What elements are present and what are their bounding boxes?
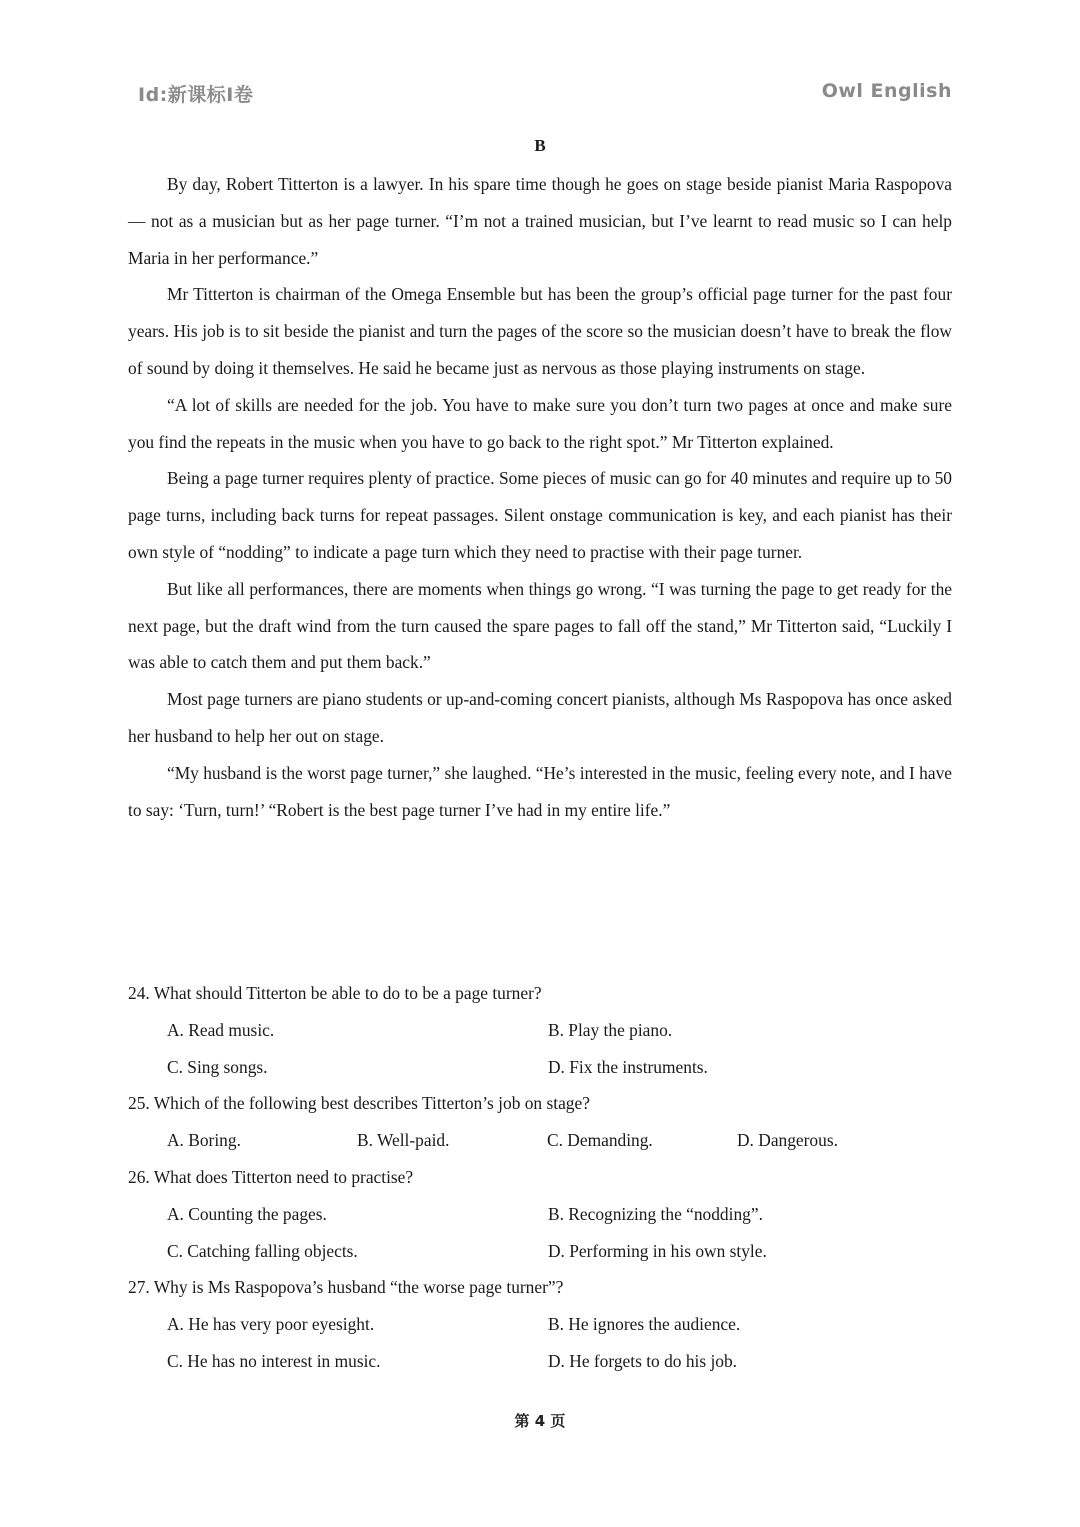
paragraph: By day, Robert Titterton is a lawyer. In his spare time though he goes on stage beside pianist Maria Raspopova — not as a musician but as her page turner. “I’m not a trained musician, but I’ve learnt to read music so I can help Maria in her performance.” bbox=[128, 174, 952, 268]
question-stem: 27. Why is Ms Raspopova’s husband “the worse page turner”? bbox=[128, 1277, 564, 1298]
question-list bbox=[128, 975, 952, 1380]
section-title: B bbox=[534, 136, 546, 155]
option-c: C. Catching falling objects. bbox=[167, 1240, 358, 1261]
paragraph: “A lot of skills are needed for the job. You have to make sure you don’t turn two pages at once and make sure you find the repeats in the music when you have to go back to the right spot.” Mr Titterton explained. bbox=[128, 394, 952, 452]
option-d: D. Dangerous. bbox=[737, 1130, 838, 1151]
option-b: B. Recognizing the “nodding”. bbox=[548, 1203, 763, 1224]
option-group bbox=[128, 1012, 952, 1086]
option-group bbox=[128, 1122, 952, 1159]
option-d: D. Fix the instruments. bbox=[548, 1056, 708, 1077]
option-b: B. He ignores the audience. bbox=[548, 1314, 741, 1335]
question-stem: 25. Which of the following best describes Titterton’s job on stage? bbox=[128, 1093, 590, 1114]
option-d: D. Performing in his own style. bbox=[548, 1240, 767, 1261]
option-a: A. Boring. bbox=[167, 1130, 241, 1151]
option-a: A. Read music. bbox=[167, 1019, 275, 1040]
paragraph: Mr Titterton is chairman of the Omega Ensemble but has been the group’s official page turner for the past four years. His job is to sit beside the pianist and turn the pages of the score so the musician doesn’t have to break the flow of sound by doing it themselves. He said he became just as nervous as those playing instruments on stage. bbox=[128, 284, 952, 378]
option-group bbox=[128, 1306, 952, 1380]
header-id-label: Id:新课标I卷 bbox=[138, 84, 254, 106]
question-stem: 24. What should Titterton be able to do to be a page turner? bbox=[128, 983, 542, 1003]
question-stem: 26. What does Titterton need to practise? bbox=[128, 1166, 414, 1187]
question-25 bbox=[128, 1085, 952, 1159]
option-a: A. Counting the pages. bbox=[167, 1203, 327, 1224]
option-a: A. He has very poor eyesight. bbox=[167, 1314, 375, 1335]
option-c: C. Demanding. bbox=[547, 1130, 653, 1151]
option-d: D. He forgets to do his job. bbox=[548, 1350, 738, 1371]
paragraph: Most page turners are piano students or up-and-coming concert pianists, although Ms Raspopova has once asked her husband to help her out on stage. bbox=[128, 689, 952, 746]
paragraph: But like all performances, there are moments when things go wrong. “I was turning the page to get ready for the next page, but the draft wind from the turn caused the spare pages to fall off the stand,” Mr Titterton said, “Luckily I was able to catch them and put them back.” bbox=[128, 578, 952, 673]
option-group bbox=[128, 1196, 952, 1270]
option-c: C. Sing songs. bbox=[167, 1056, 268, 1077]
paragraph: Being a page turner requires plenty of practice. Some pieces of music can go for 40 minutes and require up to 50 page turns, including back turns for repeat passages. Silent onstage communication is key, and each pianist has their own style of “nodding” to indicate a page turn which they need to practise with their page turner. bbox=[128, 468, 952, 562]
option-b: B. Play the piano. bbox=[548, 1019, 673, 1040]
question-27 bbox=[128, 1269, 952, 1379]
page-number: 第 4 页 bbox=[514, 1412, 566, 1430]
option-b: B. Well-paid. bbox=[357, 1130, 450, 1151]
reading-passage bbox=[128, 166, 952, 828]
option-c: C. He has no interest in music. bbox=[167, 1350, 381, 1371]
header-brand-label: Owl English bbox=[821, 80, 952, 102]
paragraph: “My husband is the worst page turner,” she laughed. “He’s interested in the music, feeling every note, and I have to say: ‘Turn, turn!’ “Robert is the best page turner I’ve had in my entire life.” bbox=[128, 762, 953, 820]
question-26 bbox=[128, 1159, 952, 1269]
question-24 bbox=[128, 975, 952, 1085]
